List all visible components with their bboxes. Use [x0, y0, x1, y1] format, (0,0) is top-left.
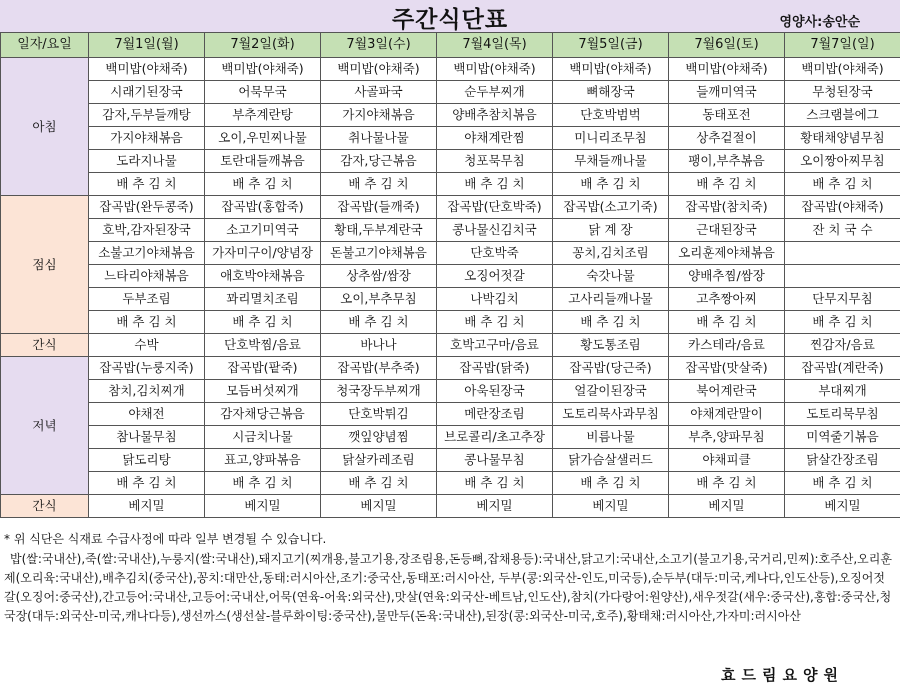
- menu-cell: 두부조림: [89, 288, 205, 311]
- menu-cell: 애호박야채볶음: [205, 265, 321, 288]
- menu-cell: 잡곡밥(당근죽): [553, 357, 669, 380]
- menu-cell: 배 추 김 치: [669, 173, 785, 196]
- menu-cell: 고사리들깨나물: [553, 288, 669, 311]
- menu-cell: 스크램블에그: [785, 104, 900, 127]
- menu-cell: 감자,당근볶음: [321, 150, 437, 173]
- table-row: [1, 380, 900, 403]
- menu-cell: 오이짱아찌무침: [785, 150, 900, 173]
- menu-cell: 백미밥(야채죽): [785, 58, 900, 81]
- menu-cell: 베지밀: [437, 495, 553, 518]
- table-body: [1, 58, 900, 518]
- menu-cell: 호박고구마/음료: [437, 334, 553, 357]
- column-header-day-5: 7월5일(금): [553, 33, 669, 58]
- menu-cell: 소고기미역국: [205, 219, 321, 242]
- menu-cell: 단호박튀김: [321, 403, 437, 426]
- menu-cell: 찐감자/음료: [785, 334, 900, 357]
- menu-cell: 배 추 김 치: [437, 472, 553, 495]
- column-header-day-7: 7월7일(일): [785, 33, 900, 58]
- menu-cell: 숙갓나물: [553, 265, 669, 288]
- menu-cell: 잡곡밥(맛살죽): [669, 357, 785, 380]
- menu-cell: 배 추 김 치: [205, 311, 321, 334]
- menu-cell: 사골파국: [321, 81, 437, 104]
- menu-cell: 배 추 김 치: [437, 311, 553, 334]
- menu-cell: 잡곡밥(홍합죽): [205, 196, 321, 219]
- menu-cell: 느타리야채볶음: [89, 265, 205, 288]
- menu-cell: 시금치나물: [205, 426, 321, 449]
- menu-cell: 베지밀: [785, 495, 900, 518]
- menu-cell: 잡곡밥(참치죽): [669, 196, 785, 219]
- menu-cell: 비름나물: [553, 426, 669, 449]
- origin-info: 밥(쌀:국내산),죽(쌀:국내산),누룽지(쌀:국내산),돼지고기(찌개용,불고기용,장조림용,돈등뼈,잡채용등):국내산,닭고기:국내산,소고기(불고기용,국거리,민찌):호주산,오리훈제(오리육:국내산),배추김치(중국산),꽁치:대만산,동태:러시아산,조기:중국산,동태포:러시아산, 두부(콩:외국산-인도,미국등),순두부(대두:미국,케나다,인도산등),오징어젓갈(오징어:중국산),간고등어:국내산,고등어:국내산,어묵(연육-어육:외국산),맛살(연육:외국산-베트남,인도산),참치(가다랑어:원양산),새우젓갈(새우:중국산),홍합:중국산,청국장(대두:외국산-미국,캐나다등),생선까스(생선살-블루화이팅:중국산),물만두(돈육:국내산),된장(콩:외국산-미국,호주),황태채:러시아산,가자미:러시아산: [4, 552, 892, 623]
- menu-cell: 배 추 김 치: [205, 472, 321, 495]
- column-header-day-6: 7월6일(토): [669, 33, 785, 58]
- column-header-day-4: 7월4일(목): [437, 33, 553, 58]
- menu-cell: 야채계란말이: [669, 403, 785, 426]
- menu-cell: 잔 치 국 수: [785, 219, 900, 242]
- menu-cell: 닭살간장조림: [785, 449, 900, 472]
- menu-cell: 잡곡밥(계란죽): [785, 357, 900, 380]
- menu-cell: 들깨미역국: [669, 81, 785, 104]
- menu-cell: 북어계란국: [669, 380, 785, 403]
- menu-cell: 시래기된장국: [89, 81, 205, 104]
- menu-cell: 잡곡밥(팥죽): [205, 357, 321, 380]
- menu-cell: 배 추 김 치: [205, 173, 321, 196]
- menu-cell: 부추계란탕: [205, 104, 321, 127]
- menu-cell: 배 추 김 치: [785, 311, 900, 334]
- menu-cell: 단무지무침: [785, 288, 900, 311]
- menu-cell: 잡곡밥(닭죽): [437, 357, 553, 380]
- table-row: [1, 334, 900, 357]
- page-title: 주간식단표: [391, 7, 509, 33]
- menu-cell: 깻잎양념찜: [321, 426, 437, 449]
- table-row: [1, 495, 900, 518]
- menu-cell: 참치,김치찌개: [89, 380, 205, 403]
- column-header-day-1: 7월1일(월): [89, 33, 205, 58]
- menu-cell: 순두부찌개: [437, 81, 553, 104]
- menu-cell: 콩나물신김치국: [437, 219, 553, 242]
- menu-cell: 배 추 김 치: [785, 472, 900, 495]
- menu-cell: 도라지나물: [89, 150, 205, 173]
- column-header-date: 일자/요일: [1, 33, 89, 58]
- table-row: [1, 58, 900, 81]
- menu-cell: 카스테라/음료: [669, 334, 785, 357]
- menu-cell: [785, 242, 900, 265]
- menu-cell: 배 추 김 치: [553, 472, 669, 495]
- meal-label: 간식: [1, 495, 89, 518]
- menu-cell: 동태포전: [669, 104, 785, 127]
- menu-cell: 배 추 김 치: [437, 173, 553, 196]
- menu-cell: 어묵무국: [205, 81, 321, 104]
- meal-label: 간식: [1, 334, 89, 357]
- notice-text: * 위 식단은 식재료 수급사정에 따라 일부 변경될 수 있습니다.: [4, 532, 327, 546]
- menu-cell: 배 추 김 치: [553, 173, 669, 196]
- menu-cell: 청국장두부찌개: [321, 380, 437, 403]
- menu-cell: 단호박찜/음료: [205, 334, 321, 357]
- menu-cell: 양배추찜/쌈장: [669, 265, 785, 288]
- column-header-day-2: 7월2일(화): [205, 33, 321, 58]
- table-row: [1, 104, 900, 127]
- menu-cell: 양배추참치볶음: [437, 104, 553, 127]
- table-row: [1, 242, 900, 265]
- menu-cell: 나박김치: [437, 288, 553, 311]
- menu-cell: 근대된장국: [669, 219, 785, 242]
- menu-cell: 배 추 김 치: [669, 311, 785, 334]
- menu-cell: 가지야채볶음: [321, 104, 437, 127]
- menu-cell: 메란장조림: [437, 403, 553, 426]
- table-row: [1, 311, 900, 334]
- column-header-day-3: 7월3일(수): [321, 33, 437, 58]
- menu-cell: 황태채양념무침: [785, 127, 900, 150]
- menu-cell: 가지야채볶음: [89, 127, 205, 150]
- menu-cell: 닭도리탕: [89, 449, 205, 472]
- menu-cell: 잡곡밥(소고기죽): [553, 196, 669, 219]
- menu-cell: 미니리조무침: [553, 127, 669, 150]
- menu-cell: 부대찌개: [785, 380, 900, 403]
- table-header-row: [1, 33, 900, 58]
- menu-cell: 잡곡밥(단호박죽): [437, 196, 553, 219]
- menu-cell: 참나물무침: [89, 426, 205, 449]
- menu-cell: 수박: [89, 334, 205, 357]
- table-row: [1, 196, 900, 219]
- menu-cell: 뼈해장국: [553, 81, 669, 104]
- menu-cell: 소불고기야채볶음: [89, 242, 205, 265]
- menu-cell: 백미밥(야채죽): [437, 58, 553, 81]
- menu-cell: 가자미구이/양념장: [205, 242, 321, 265]
- menu-cell: 무청된장국: [785, 81, 900, 104]
- menu-cell: 꽈리멸치조림: [205, 288, 321, 311]
- menu-cell: 돈불고기야채볶음: [321, 242, 437, 265]
- menu-cell: 얼갈이된장국: [553, 380, 669, 403]
- menu-cell: 황태,두부계란국: [321, 219, 437, 242]
- table-row: [1, 219, 900, 242]
- menu-cell: 배 추 김 치: [321, 311, 437, 334]
- menu-cell: 토란대들깨볶음: [205, 150, 321, 173]
- menu-cell: 배 추 김 치: [89, 472, 205, 495]
- menu-cell: 황도통조림: [553, 334, 669, 357]
- table-row: [1, 81, 900, 104]
- menu-cell: 야채피클: [669, 449, 785, 472]
- menu-cell: 팽이,부추볶음: [669, 150, 785, 173]
- menu-cell: 잡곡밥(들깨죽): [321, 196, 437, 219]
- menu-cell: 모듬버섯찌개: [205, 380, 321, 403]
- menu-cell: 표고,양파볶음: [205, 449, 321, 472]
- menu-cell: 배 추 김 치: [89, 173, 205, 196]
- menu-cell: 단호박범벅: [553, 104, 669, 127]
- table-row: [1, 426, 900, 449]
- menu-cell: 배 추 김 치: [89, 311, 205, 334]
- menu-cell: 무채들깨나물: [553, 150, 669, 173]
- menu-cell: 감자,두부들깨탕: [89, 104, 205, 127]
- meal-label: 아침: [1, 58, 89, 196]
- menu-cell: 바나나: [321, 334, 437, 357]
- menu-cell: 고추짱아찌: [669, 288, 785, 311]
- menu-cell: 도토리묵사과무침: [553, 403, 669, 426]
- menu-cell: 닭가슴살샐러드: [553, 449, 669, 472]
- menu-cell: 닭살카레조림: [321, 449, 437, 472]
- meal-label: 저녁: [1, 357, 89, 495]
- menu-cell: 오징어젓갈: [437, 265, 553, 288]
- menu-cell: 배 추 김 치: [321, 173, 437, 196]
- facility-name: 효드림요양원: [721, 666, 844, 684]
- menu-cell: 잡곡밥(누룽지죽): [89, 357, 205, 380]
- menu-cell: 호박,감자된장국: [89, 219, 205, 242]
- table-row: [1, 288, 900, 311]
- menu-cell: 야채전: [89, 403, 205, 426]
- table-row: [1, 449, 900, 472]
- menu-cell: 배 추 김 치: [669, 472, 785, 495]
- table-row: [1, 357, 900, 380]
- table-row: [1, 265, 900, 288]
- menu-cell: 잡곡밥(완두콩죽): [89, 196, 205, 219]
- menu-cell: 감자채당근볶음: [205, 403, 321, 426]
- menu-cell: 잡곡밥(야채죽): [785, 196, 900, 219]
- meal-label: 점심: [1, 196, 89, 334]
- menu-cell: 미역줄기볶음: [785, 426, 900, 449]
- menu-cell: 백미밥(야채죽): [553, 58, 669, 81]
- menu-cell: 백미밥(야채죽): [89, 58, 205, 81]
- table-row: [1, 173, 900, 196]
- menu-cell: 오이,부추무침: [321, 288, 437, 311]
- menu-cell: 꽁치,김치조림: [553, 242, 669, 265]
- menu-cell: 부추,양파무침: [669, 426, 785, 449]
- menu-cell: 백미밥(야채죽): [669, 58, 785, 81]
- menu-cell: 닭 계 장: [553, 219, 669, 242]
- menu-cell: 도토리묵무침: [785, 403, 900, 426]
- menu-cell: 아욱된장국: [437, 380, 553, 403]
- menu-cell: [785, 265, 900, 288]
- menu-cell: 오이,우민찌나물: [205, 127, 321, 150]
- menu-cell: 취나물나물: [321, 127, 437, 150]
- menu-cell: 백미밥(야채죽): [321, 58, 437, 81]
- table-row: [1, 403, 900, 426]
- menu-cell: 오리훈제야채볶음: [669, 242, 785, 265]
- weekly-menu-table: [0, 32, 900, 518]
- menu-cell: 청포묵무침: [437, 150, 553, 173]
- menu-cell: 배 추 김 치: [321, 472, 437, 495]
- menu-cell: 상추겉절이: [669, 127, 785, 150]
- menu-cell: 백미밥(야채죽): [205, 58, 321, 81]
- table-row: [1, 472, 900, 495]
- menu-cell: 베지밀: [89, 495, 205, 518]
- menu-cell: 배 추 김 치: [553, 311, 669, 334]
- menu-cell: 베지밀: [553, 495, 669, 518]
- menu-cell: 베지밀: [321, 495, 437, 518]
- nutritionist-label: 영양사:송안순: [779, 15, 860, 30]
- table-row: [1, 150, 900, 173]
- menu-cell: 콩나물무침: [437, 449, 553, 472]
- menu-cell: 베지밀: [205, 495, 321, 518]
- menu-cell: 베지밀: [669, 495, 785, 518]
- menu-cell: 배 추 김 치: [785, 173, 900, 196]
- menu-cell: 단호박죽: [437, 242, 553, 265]
- table-row: [1, 127, 900, 150]
- menu-cell: 브로콜리/초고추장: [437, 426, 553, 449]
- menu-cell: 잡곡밥(부추죽): [321, 357, 437, 380]
- menu-cell: 야채계란찜: [437, 127, 553, 150]
- menu-cell: 상추쌈/쌈장: [321, 265, 437, 288]
